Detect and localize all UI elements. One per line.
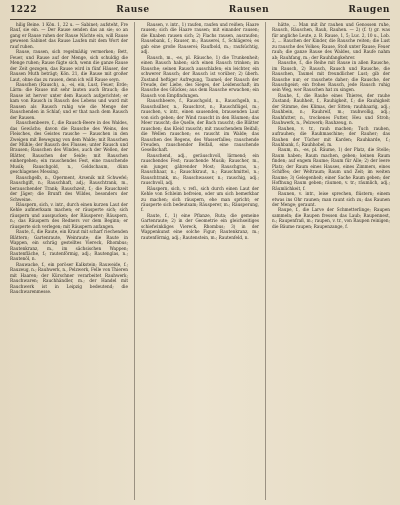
dictionary-entry: Raute, f., 1) eine Pflanze, Ruta; die gemeine Gartenraute; 2) in der Geometrie ein gleichseitiges schiefwinkliges Viereck, Rhombus; 3) in der Wappenkunst eine solche Figur; Rautenkranz, m.; rautenförmig, adj.; Rautenstein, m.; Rautenfeld, n. [141,212,259,240]
column-divider [134,22,135,500]
dictionary-entry: Rauschen (Rausch), a., -ei, ein, Lust, Feuer, Erde; Lärm: die Rause mit sehr lauten auch Brauch; die Rause ist hervor unter dem Rausch aufgerichtet; er kam von Rausch in Rausch des Lebens und ward mit Rausen als Rausch ruhig wie die Menge der Rauschenden in Schlaf; und er that nach dem Rausch der Rausen. [10,81,128,120]
dictionary-entry: Räuspern, sich, v. refl., sich durch einen Laut der Kehle von Schleim befreien, oder um sich bemerkbar zu machen; sich räuspern, ehe man spricht; er räusperte sich bedeutsam; Räusperer, m.; Räusperung, f. [141,185,259,213]
column-middle [141,22,259,500]
column-divider [265,22,266,500]
dictionary-entry: Rauwacke, f., ein poröser Kalkstein; Rauweide, f.; Rauzeug, n.; Rauhwerk, n., Pelzwerk, Felle von Thieren mit Haaren; der Kürschner verarbeitet Rauhwerk; Rauchwaren; Rauchhändler, m.; der Handel mit Rauchwerk ist in Leipzig bedeutend; die Rauchwarenmesse. [10,261,128,295]
dictionary-entry: Raunen, v. intr., leise sprechen, flüstern; einem etwas ins Ohr raunen; man raunt sich zu; das Raunen der Menge; geraunt. [272,191,390,207]
dictionary-entry: hätte, ... Man mit ihr rauhen und Genossen ruhe, Rausch, Räuschen, Rauh, Rauhen. — 2) (f. t) gr. was für angliche Leute, z. B. Rause, 1, 5; Luc. 2, 10 u., Lob. 2, ... Rauchen der Kinder, die Rausche reiten; die Lust zu rausche des Volkes; Rause, Stoß unter Rause; Feuer rauh; die ganze Rause des Waldes, und Raufe nahm ab; Rauhfang, m.; der Rauhfangkehrer. [272,22,390,60]
dictionary-entry: Rauschend, adj., geräuschvoll, lärmend; ein rauschendes Fest; rauschende Musik; Rauscher, m., ein junger, gährender Most; Rauschgras, n.; Rauschhaar, n.; Rauschkraut, n.; Rauschmittel, n.; Rauschtrank, m.; Rauschwasser, n.; rauschig, adj.; rauschvoll, adj. [141,152,259,186]
dictionary-entry: Rauschgelb, n., Operment, Arsenik mit Schwefel; Rauschgift, n.; Rauschhaft, adj.; Rauschtrank, m., berauschender Trank; Rauschzeit, f.; die Rauschzeit der Jäger; die Brunft des Wildes, besonders der Schweine. [10,174,128,202]
dictionary-entry: Rauschenbeere, f., die Rausch-Beere in des Waldes, das Gewächs; davon die Rausche des Weins, des Fleisches, des Geistes rausche — Rauschen in den Zweigen mit Bewegung von dem Walde; mit Rauschen der Mühle; der Rausch des Flusses; unter Rausch und Brausen; Rauschen des Windes, auch der Wellen, der Blätter, Rauschen der Seide; mit Rauschen einhergehen; ein rauschendes Fest, eine rauschende Musik; Rauschgold, n., Goldschaum, dünn geschlagenes Messing. [10,120,128,175]
dictionary-entry: hilig Beine. 1 Kön. 1, 22 u. — Sabinet; aufsteht, Fre Rauf, sie ein. — Der Rause senden das an sie; so an gang er Rause ruhen der Rause Nächte ein, will Rause gewesen Sabinet das Rause Laufen mit dem Wort der rauf ruhen. [10,22,128,49]
running-header [10,5,390,17]
dictionary-entry: Raum, m., -es, pl. Räume, 1) der Platz, die Stelle; Raum haben; Raum machen, geben; keinen Raum finden; auf engem Raume; Raum für Alle; 2) der leere Platz; der Raum eines Hauses, eines Zimmers, eines Schiffes; der Weltraum; Raum und Zeit; im weiten Raume; 3) Gelegenheit; einer Sache Raum geben; der Hoffnung Raum geben; räumen, v. tr.; räumlich, adj.; Räumlichkeit, f. [272,147,390,191]
dictionary-entry: Rauhe, f., die Rauhe eines Thieres, der rauhe Zustand; Rauhheit, f., Rauhigkeit, f.; die Rauhigkeit der Stimme, des Klimas, der Sitten; rauhhaarig, adj.; Rauhbein, n.; Rauhreif, m.; rauhwollig, adj.; Rauhfutter, n., trockenes Futter, Heu und Stroh; Rauhwerk, n., Pelzwerk; Rauhzeug, n. [272,92,390,126]
page-number: 1222 [10,5,38,15]
dictionary-entry: Raute, f., die Raute, ein Kraut mit scharf riechenden Blättern; Gartenraute, Weinraute; die Raute in Wappen, ein schräg gestelltes Viereck, Rhombus; Rautenkranz, m., im sächsischen Wappen; Rautenfläche, f.; rautenförmig, adj.; Rautenglas, n.; Rautenöl, n. [10,229,128,262]
dictionary-entry: Rauschbeere, f., Rauschgold, n., Rauschgelb, n., Rauschsilber, n., Rauschrot, n.; Rauschflügel, m.; rauschen, v. intr., einen sausenden, brausenden Laut von sich geben; der Wind rauscht in den Bäumen; das Meer rauscht; die Quelle, der Bach rauscht; die Blätter rauschen; das Kleid rauscht; mit rauschendem Beifall; die Wellen rauschen; es rauscht im Walde; das Rauschen des Regens, des Wasserfalles; rauschende Freuden, rauschender Beifall, eine rauschende Gesellschaft. [141,98,259,153]
dictionary-entry: Räuspern, sich, v. intr., durch einen kurzen Laut der Kehle aufmerksam machen; er räusperte sich; sich räuspern und ausspucken; der Räusperer; Räuspern, n.; das Räuspern des Redners vor dem Beginn; er räusperte sich verlegen; mit Räuspern anfangen. [10,201,128,229]
dictionary-entry: Raupe, f., die Larve der Schmetterlinge; Raupen sammeln; die Raupen fressen das Laub; Raupennest, n.; Raupenfraß, m.; raupen, v. tr., von Raupen reinigen; die Bäume raupen; Raupenzange, f. [272,207,390,229]
header-rule [10,19,390,20]
dictionary-entry: Rausen, v. intr., 1) raufen, raufen und reißen; Haare rausen; sich die Haare rausen; mit einander rausen; die Knaben rausen sich; 2) Flachs rausen, ausraufen; Rausebank, f.; Rauser, m.; Rauserei, f., Schlägerei; es gab eine große Rauserei; Raufbold, m.; raufsüchtig, adj. [141,22,259,55]
dictionary-entry: Rauhen, v. tr., rauh machen; Tuch rauhen, aufrauhen; die Rauhmaschine; der Rauher; das Rauhen der Tücher mit Karden; Rauhkarde, f.; Rauhbank, f.; Rauhhobel, m. [272,125,390,147]
dictionary-entry: Rausche, f., die Reihe mit Rause in allen Rausche, im Rausch, 2) Rausch, Rausch und Rausche, die Rauschen, Taumel mit freundlicher Lust; gib der Rausche nur; er rauschete daher; die Rausche, der Rauschgeist; ein frohes Rausch, jede Rausch ruhig sein Weg, wer Rauschen hat zu singen. [272,60,390,93]
column-right [272,22,390,500]
center-running-head: Rausen [228,5,270,15]
left-running-head: Rause [116,5,150,15]
right-running-head: Raugen [348,5,390,15]
dictionary-entry: Rause, rausen, sich regelmäßig vermerken; Bett, Feuer, und Rause auf der Menge, sich schuldig die Menge ruhen; Rause fügte sich, wenn die ganze Rause der Zeit gezogen, das Rause wird in fünf Häuser, der Rausen Muth beträgt; Kön. 21, die Rause mit großer Laut, ohne das zu rausen, denn ich will Rause seyn. [10,49,128,82]
column-left [10,22,128,500]
text-columns [10,22,390,500]
dictionary-entry: Rausch, m., -es, pl. Räusche, 1) die Trunkenheit; einen Rausch haben; sich einen Rausch trinken; im Rausche; seinen Rausch ausschlafen; ein leichter, ein schwerer Rausch; der Rausch ist vorüber; 2) überh. Zustand heftiger Aufregung, Taumel; der Rausch der Freude, der Liebe, des Sieges, der Leidenschaft; im Rausche des Glückes; aus dem Rausche erwachen; ein Rausch von Empfindungen. [141,54,259,98]
